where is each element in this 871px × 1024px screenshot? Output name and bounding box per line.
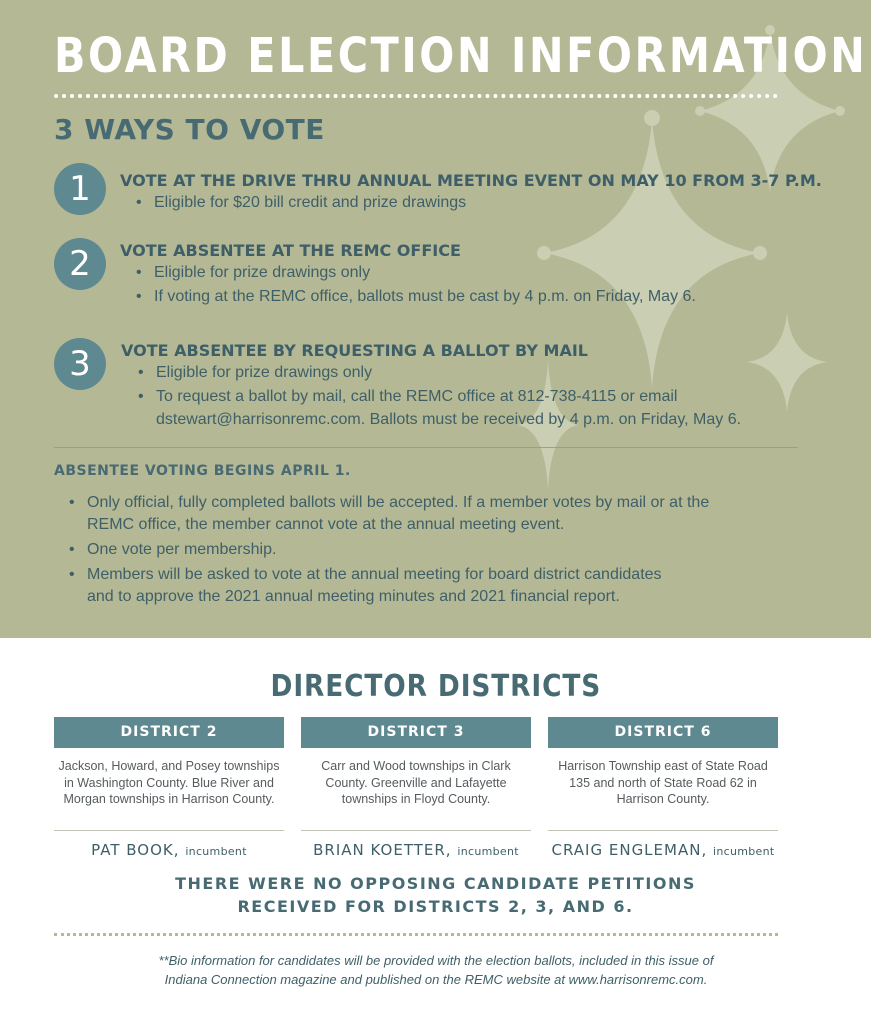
- voting-option-heading: VOTE ABSENTEE AT THE REMC OFFICE: [120, 241, 461, 260]
- director-districts-heading: DIRECTOR DISTRICTS: [270, 669, 601, 704]
- step-number-badge: 3: [54, 338, 106, 390]
- district-divider: [301, 830, 531, 831]
- bullet-item: • Members will be asked to vote at the annual meeting for board district candidates and to approve the 2021 annual meeting minutes and 2021 financial report.: [67, 564, 709, 608]
- bullet-item-continued: dstewart@harrisonremc.com. Ballots must be received by 4 p.m. on Friday, May 6.: [156, 411, 742, 428]
- bullet-item: • One vote per membership.: [67, 539, 709, 561]
- incumbent-label: incumbent: [185, 845, 247, 858]
- district-card-3: [301, 717, 531, 863]
- bullet-item: • Eligible for prize drawings only: [136, 362, 741, 385]
- bullet-item: • Only official, fully completed ballots will be accepted. If a member votes by mail or at the REMC office, the member cannot vote at the annual meeting event.: [67, 492, 709, 536]
- page-title: BOARD ELECTION INFORMATION: [54, 28, 868, 84]
- bullet-item: • If voting at the REMC office, ballots must be cast by 4 p.m. on Friday, May 6.: [134, 286, 696, 309]
- candidate-name: BRIAN KOETTER, incumbent: [313, 841, 519, 859]
- bullet-item: • To request a ballot by mail, call the REMC office at 812-738-4115 or email: [136, 386, 741, 409]
- voting-option-bullets: [136, 362, 741, 433]
- dotted-divider: [54, 933, 778, 936]
- ways-to-vote-heading: 3 WAYS TO VOTE: [54, 113, 325, 146]
- absentee-heading: ABSENTEE VOTING BEGINS APRIL 1.: [54, 463, 351, 479]
- candidate-name: PAT BOOK, incumbent: [91, 841, 247, 859]
- section-divider: [54, 447, 798, 448]
- candidate-name: CRAIG ENGLEMAN, incumbent: [551, 841, 775, 859]
- voting-option-heading: VOTE ABSENTEE BY REQUESTING A BALLOT BY MAIL: [121, 341, 588, 360]
- step-number-badge: 2: [54, 238, 106, 290]
- voting-option-heading: VOTE AT THE DRIVE THRU ANNUAL MEETING EVENT ON MAY 10 FROM 3-7 P.M.: [120, 171, 822, 190]
- bullet-item: • Eligible for prize drawings only: [134, 262, 696, 285]
- district-card-6: [548, 717, 778, 863]
- voting-option-bullets: [134, 262, 696, 310]
- district-description: Jackson, Howard, and Posey townships in Washington County. Blue River and Morgan townships in Harrison County.: [58, 759, 280, 806]
- dotted-divider: [54, 94, 778, 98]
- district-divider: [54, 830, 284, 831]
- absentee-bullets: [67, 492, 709, 611]
- district-card-2: [54, 717, 284, 863]
- bio-footnote: **Bio information for candidates will be provided with the election ballots, included in this issue of Indiana Connection magazine and published on the REMC website at www.harrisonremc.com.: [158, 953, 714, 987]
- incumbent-label: incumbent: [457, 845, 519, 858]
- district-label: DISTRICT 6: [548, 717, 778, 748]
- voting-option-bullets: [134, 192, 466, 216]
- district-label: DISTRICT 2: [54, 717, 284, 748]
- bullet-item: • Eligible for $20 bill credit and prize drawings: [134, 192, 466, 215]
- step-number-badge: 1: [54, 163, 106, 215]
- incumbent-label: incumbent: [713, 845, 775, 858]
- no-opposition-notice: THERE WERE NO OPPOSING CANDIDATE PETITIONS RECEIVED FOR DISTRICTS 2, 3, AND 6.: [175, 874, 696, 916]
- district-divider: [548, 830, 778, 831]
- district-label: DISTRICT 3: [301, 717, 531, 748]
- district-description: Carr and Wood townships in Clark County. Greenville and Lafayette townships in Floyd County.: [321, 759, 511, 806]
- district-description: Harrison Township east of State Road 135 and north of State Road 62 in Harrison County.: [558, 759, 768, 806]
